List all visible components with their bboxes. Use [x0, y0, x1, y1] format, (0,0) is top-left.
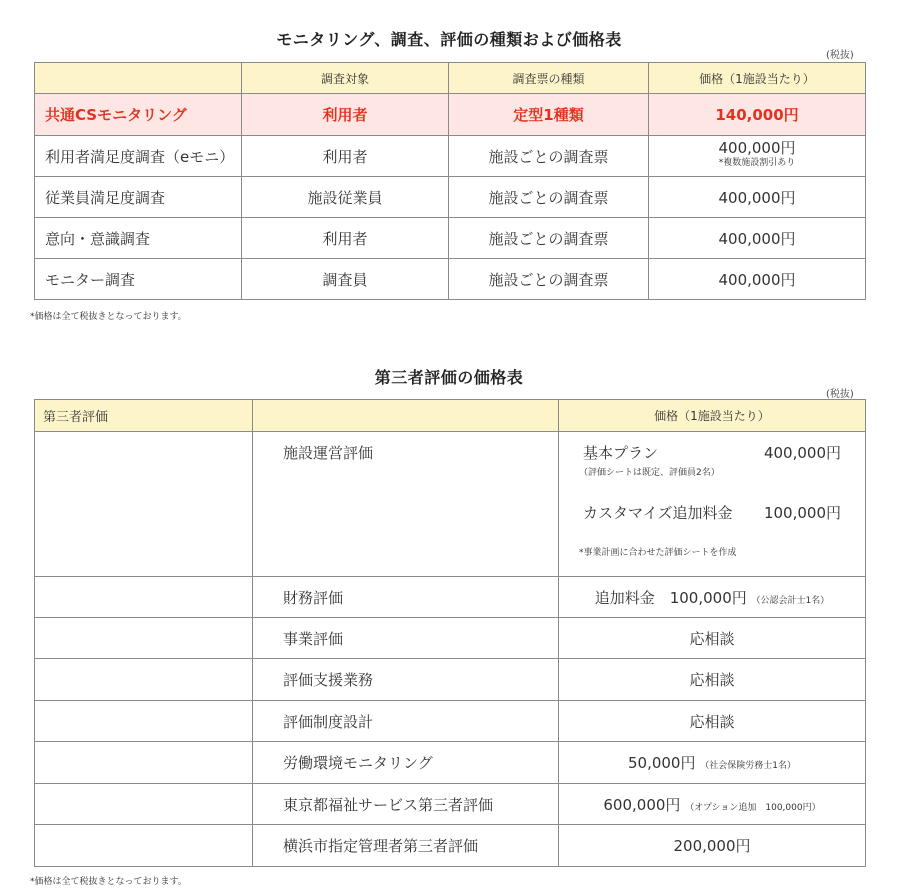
evaluation-name: 労働環境モニタリング — [253, 742, 559, 784]
blank-cell — [35, 742, 253, 784]
evaluation-name: 評価制度設計 — [253, 701, 559, 742]
evaluation-name: 横浜市指定管理者第三者評価 — [253, 825, 559, 867]
price: 200,000円 — [559, 825, 866, 867]
table-row — [35, 825, 866, 867]
custom-fee-note: *事業計画に合わせた評価シートを作成 — [579, 548, 737, 558]
price: 400,000円 — [649, 177, 866, 218]
third-party-evaluation-table — [34, 399, 866, 867]
blank-cell — [35, 618, 253, 659]
survey-target: 利用者 — [242, 218, 449, 259]
table-row — [35, 259, 866, 300]
table-header-row — [35, 400, 866, 432]
survey-form: 施設ごとの調査票 — [449, 218, 649, 259]
table2-footnote: *価格は全て税抜きとなっております。 — [30, 877, 187, 887]
custom-fee-price: 100,000円 — [763, 504, 841, 522]
table1-title: モニタリング、調査、評価の種類および価格表 — [276, 30, 622, 49]
price-note: （社会保険労務士1名） — [700, 761, 796, 771]
table2-title: 第三者評価の価格表 — [374, 368, 524, 387]
header-cell: 価格（1施設当たり） — [559, 400, 866, 432]
price-cell — [649, 136, 866, 177]
price: 400,000円 — [718, 139, 796, 157]
table-row-facility-operation — [35, 432, 866, 577]
survey-form: 定型1種類 — [449, 94, 649, 136]
facility-price-cell — [559, 432, 866, 577]
price: 140,000円 — [649, 94, 866, 136]
price: 400,000円 — [649, 218, 866, 259]
evaluation-name: 施設運営評価 — [253, 432, 559, 577]
price: 400,000円 — [649, 259, 866, 300]
table1-tax-note: (税抜) — [826, 50, 854, 61]
evaluation-name: 評価支援業務 — [253, 659, 559, 701]
price: 600,000円 — [603, 795, 681, 814]
table-row — [35, 136, 866, 177]
header-cell: 調査対象 — [242, 63, 449, 94]
table-row — [35, 701, 866, 742]
survey-target: 施設従業員 — [242, 177, 449, 218]
table1-footnote: *価格は全て税抜きとなっております。 — [30, 312, 187, 322]
table-row-highlight — [35, 94, 866, 136]
header-cell: 第三者評価 — [35, 400, 253, 432]
evaluation-name: 財務評価 — [253, 577, 559, 618]
survey-form: 施設ごとの調査票 — [449, 136, 649, 177]
basic-plan — [559, 442, 865, 463]
service-name: 意向・意識調査 — [35, 218, 242, 259]
header-cell — [35, 63, 242, 94]
survey-target: 利用者 — [242, 136, 449, 177]
price: 応相談 — [559, 618, 866, 659]
table-row — [35, 659, 866, 701]
table-row — [35, 618, 866, 659]
service-name: 共通CSモニタリング — [35, 94, 242, 136]
custom-fee — [559, 502, 865, 523]
table2-tax-note: (税抜) — [826, 389, 854, 400]
service-name: モニター調査 — [35, 259, 242, 300]
evaluation-name: 事業評価 — [253, 618, 559, 659]
price-cell — [559, 784, 866, 825]
price-cell — [559, 577, 866, 618]
table-row — [35, 784, 866, 825]
monitoring-price-table — [34, 62, 866, 300]
survey-form: 施設ごとの調査票 — [449, 259, 649, 300]
basic-plan-price: 400,000円 — [763, 444, 841, 462]
header-cell: 調査票の種類 — [449, 63, 649, 94]
price: 応相談 — [559, 701, 866, 742]
blank-cell — [35, 784, 253, 825]
price-note: （公認会計士1名） — [751, 595, 830, 606]
survey-target: 利用者 — [242, 94, 449, 136]
price-cell — [559, 742, 866, 784]
custom-fee-label: カスタマイズ追加料金 — [583, 504, 733, 522]
survey-target: 調査員 — [242, 259, 449, 300]
table-row — [35, 742, 866, 784]
evaluation-name: 東京都福祉サービス第三者評価 — [253, 784, 559, 825]
price: 応相談 — [559, 659, 866, 701]
blank-cell — [35, 577, 253, 618]
price: 追加料金 100,000円 — [594, 588, 747, 607]
basic-plan-note: （評価シートは既定、評価員2名） — [579, 468, 720, 478]
table-header-row — [35, 63, 866, 94]
price: 50,000円 — [627, 754, 696, 772]
price-note: *複数施設割引あり — [718, 158, 796, 168]
header-cell — [253, 400, 559, 432]
table-row — [35, 177, 866, 218]
blank-cell — [35, 659, 253, 701]
blank-cell — [35, 701, 253, 742]
service-name: 利用者満足度調査（eモニ） — [35, 136, 242, 177]
basic-plan-label: 基本プラン — [583, 444, 659, 462]
table-row — [35, 577, 866, 618]
header-cell: 価格（1施設当たり） — [649, 63, 866, 94]
service-name: 従業員満足度調査 — [35, 177, 242, 218]
blank-cell — [35, 432, 253, 577]
survey-form: 施設ごとの調査票 — [449, 177, 649, 218]
table-row — [35, 218, 866, 259]
price-note: （オプション追加 100,000円） — [685, 802, 821, 813]
blank-cell — [35, 825, 253, 867]
